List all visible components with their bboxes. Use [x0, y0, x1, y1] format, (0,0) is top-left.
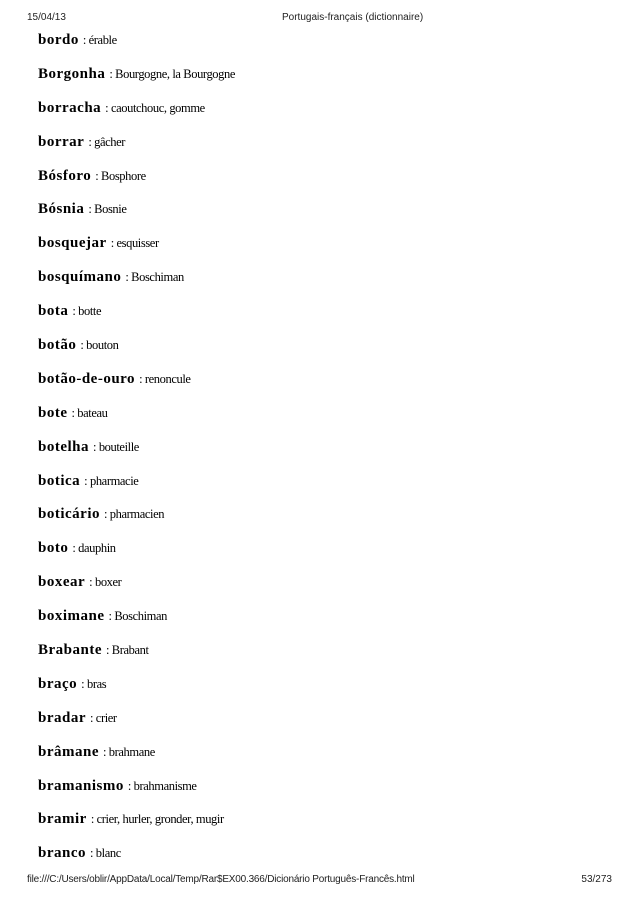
dictionary-entry: [38, 403, 235, 437]
dictionary-entry: [38, 504, 235, 538]
entry-definition: : gâcher: [88, 134, 126, 149]
entry-term: borracha: [38, 99, 102, 116]
dictionary-entry: [38, 233, 235, 267]
entry-term: brâmane: [38, 743, 99, 760]
dictionary-entry: [38, 166, 235, 200]
dictionary-entry: [38, 843, 235, 877]
entry-definition: : bouteille: [93, 439, 139, 454]
entry-definition: : boxer: [89, 575, 122, 590]
entry-definition: : crier: [90, 710, 117, 725]
dictionary-entry: [38, 572, 235, 606]
entry-definition: : bras: [81, 676, 107, 691]
entry-definition: : botte: [72, 304, 102, 319]
entry-term: bote: [38, 404, 68, 421]
entry-term: boto: [38, 540, 69, 557]
entry-term: bosquímano: [38, 269, 122, 286]
dictionary-entry: [38, 132, 235, 166]
entry-term: boticário: [38, 506, 100, 523]
entry-term: boximane: [38, 608, 105, 625]
page-number: 53/273: [581, 874, 612, 885]
dictionary-entry: [38, 369, 235, 403]
print-footer: [0, 874, 638, 894]
entry-term: bota: [38, 303, 69, 320]
entry-term: Bósforo: [38, 167, 92, 184]
entry-term: Brabante: [38, 642, 102, 659]
dictionary-entry: [38, 335, 235, 369]
dictionary-entry: [38, 640, 235, 674]
dictionary-entry: [38, 199, 235, 233]
entry-term: bradar: [38, 709, 86, 726]
dictionary-entry: [38, 437, 235, 471]
entry-term: bordo: [38, 32, 79, 48]
dictionary-entry: [38, 30, 235, 64]
dictionary-entry: [38, 674, 235, 708]
print-date: 15/04/13: [27, 12, 66, 23]
entry-definition: : pharmacien: [104, 507, 165, 522]
entry-term: botelha: [38, 438, 90, 455]
entry-definition: : crier, hurler, gronder, mugir: [90, 812, 224, 827]
document-title: Portugais-français (dictionnaire): [282, 12, 424, 23]
entry-definition: : Boschiman: [108, 609, 167, 624]
dictionary-entry: [38, 98, 235, 132]
entry-definition: : Boschiman: [125, 270, 184, 285]
entry-definition: : caoutchouc, gomme: [105, 100, 205, 115]
entry-term: botão-de-ouro: [38, 370, 136, 387]
entry-term: botão: [38, 337, 77, 354]
dictionary-entry: [38, 538, 235, 572]
dictionary-entry-list: [38, 30, 235, 877]
entry-term: Bósnia: [38, 201, 85, 218]
entry-definition: : brahmane: [103, 744, 155, 759]
dictionary-entry: [38, 809, 235, 843]
entry-term: boxear: [38, 574, 86, 591]
entry-definition: : bateau: [71, 405, 108, 420]
entry-definition: : esquisser: [110, 236, 159, 251]
dictionary-entry: [38, 64, 235, 98]
entry-term: bosquejar: [38, 235, 107, 252]
entry-term: bramir: [38, 811, 87, 828]
entry-term: braço: [38, 675, 78, 692]
dictionary-entry: [38, 708, 235, 742]
entry-definition: : Bosphore: [95, 168, 146, 183]
entry-definition: : Bourgogne, la Bourgogne: [109, 66, 235, 81]
dictionary-entry: [38, 742, 235, 776]
print-header: [0, 0, 638, 24]
dictionary-entry: [38, 301, 235, 335]
file-path: file:///C:/Users/oblir/AppData/Local/Temp/Rar$EX00.366/Dicionário Português-Francês.html: [27, 874, 415, 885]
entry-definition: : bouton: [80, 338, 119, 353]
entry-term: Borgonha: [38, 65, 106, 82]
dictionary-entry: [38, 267, 235, 301]
entry-definition: : blanc: [90, 846, 121, 861]
entry-term: bramanismo: [38, 777, 124, 794]
entry-definition: : renoncule: [139, 371, 191, 386]
dictionary-entry: [38, 776, 235, 810]
entry-term: borrar: [38, 133, 85, 150]
entry-definition: : Brabant: [106, 643, 149, 658]
entry-definition: : pharmacie: [84, 473, 139, 488]
entry-definition: : dauphin: [72, 541, 116, 556]
entry-term: branco: [38, 845, 86, 862]
entry-definition: : érable: [82, 33, 117, 47]
dictionary-entry: [38, 606, 235, 640]
entry-definition: : Bosnie: [88, 202, 127, 217]
entry-term: botica: [38, 472, 81, 489]
entry-definition: : brahmanisme: [127, 778, 197, 793]
dictionary-entry: [38, 471, 235, 505]
